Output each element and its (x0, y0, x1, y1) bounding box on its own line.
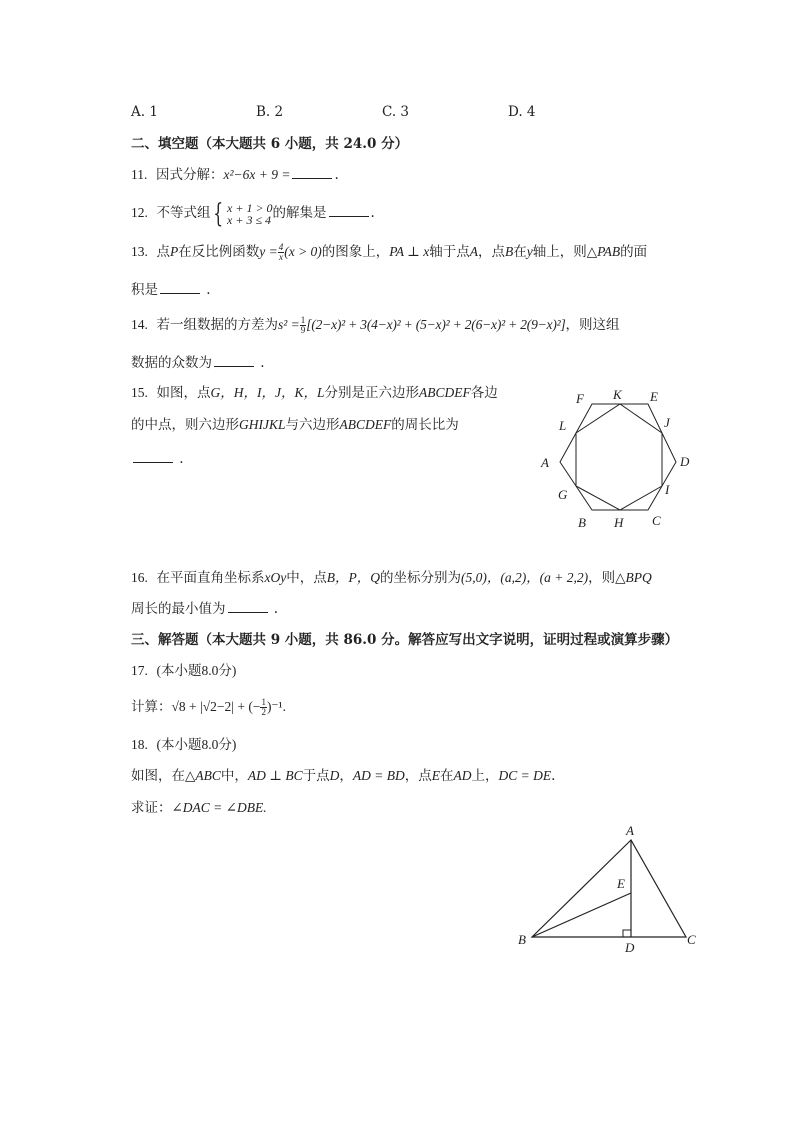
label-H: H (614, 515, 624, 530)
triangle-abc (532, 840, 686, 937)
question-16-line2: 周长的最小值为 . (131, 601, 279, 617)
label-D: D (625, 940, 635, 955)
label-C: C (652, 513, 661, 528)
question-14-line2: 数据的众数为 . (131, 355, 265, 371)
question-18-statement: 如图，在△ABC中，AD ⊥ BC于点D，AD = BD，点E在AD上，DC = DE. (131, 768, 556, 784)
right-angle-mark (623, 930, 631, 937)
label-B: B (518, 932, 526, 947)
question-13-line2: 积是 . (131, 282, 211, 298)
label-J: J (664, 415, 670, 430)
question-15-line2: 的中点，则六边形GHIJKL与六边形ABCDEF的周长比为 (131, 417, 459, 433)
segment-be (532, 893, 631, 937)
question-15-line3: . (131, 450, 184, 468)
label-F: F (576, 391, 584, 406)
label-E: E (617, 876, 625, 891)
label-A: A (626, 823, 634, 838)
question-17-expression: 计算：√8 + |√2−2| + (− $\frac{1}{2}$ )⁻¹. (131, 697, 286, 717)
fraction: $\frac{4}{x}$ (278, 242, 284, 262)
label-B: B (578, 515, 586, 530)
question-18: 18. (本小题8.0分) (131, 737, 237, 752)
system-brace: { (213, 198, 224, 229)
choice-c: C. 3 (382, 104, 410, 120)
label-D: D (680, 454, 690, 469)
inequality-system: x + 1 > 0 x + 3 ≤ 4 (227, 200, 273, 227)
choice-d: D. 4 (508, 104, 536, 120)
question-17: 17. (本小题8.0分) (131, 663, 237, 678)
question-15: 15. 如图，点G，H，I，J，K，L分别是正六边形ABCDEF各边 (131, 385, 498, 401)
label-E: E (650, 389, 658, 404)
label-I: I (665, 482, 670, 497)
question-18-prove: 求证：∠DAC = ∠DBE. (131, 800, 267, 816)
question-12: 12. 不等式组 { x + 1 > 0 x + 3 ≤ 4 的解集是 . (131, 198, 375, 229)
choice-b: B. 2 (256, 104, 284, 120)
label-G: G (558, 487, 568, 502)
label-L: L (559, 418, 567, 433)
section2-heading: 二、填空题（本大题共 6 小题，共 24.0 分） (131, 136, 409, 152)
question-13: 13. 点P在反比例函数y = $\frac{4}{x}$ (x > 0)的图象上，PA ⊥ x轴于点A，点B在y轴上，则△PAB的面 (131, 242, 648, 262)
label-K: K (613, 387, 622, 402)
question-11: 11. 因式分解：x²−6x + 9 = . (131, 167, 339, 183)
question-14: 14. 若一组数据的方差为s² = $\frac{1}{9}$ [(2−x)² + 3(4−x)² + (5−x)² + 2(6−x)² + 2(9−x)²]，则这组 (131, 315, 620, 335)
fraction: $\frac{1}{9}$ (300, 315, 306, 335)
choice-a: A. 1 (131, 104, 158, 120)
question-16: 16. 在平面直角坐标系xOy中，点B，P，Q的坐标分别为(5,0)，(a,2)，(a + 2,2)，则△BPQ (131, 570, 652, 586)
label-A: A (541, 455, 549, 470)
label-C: C (687, 932, 696, 947)
section3-heading: 三、解答题（本大题共 9 小题，共 86.0 分。解答应写出文字说明，证明过程或演算步骤） (131, 632, 679, 648)
fraction: $\frac{1}{2}$ (261, 697, 266, 717)
